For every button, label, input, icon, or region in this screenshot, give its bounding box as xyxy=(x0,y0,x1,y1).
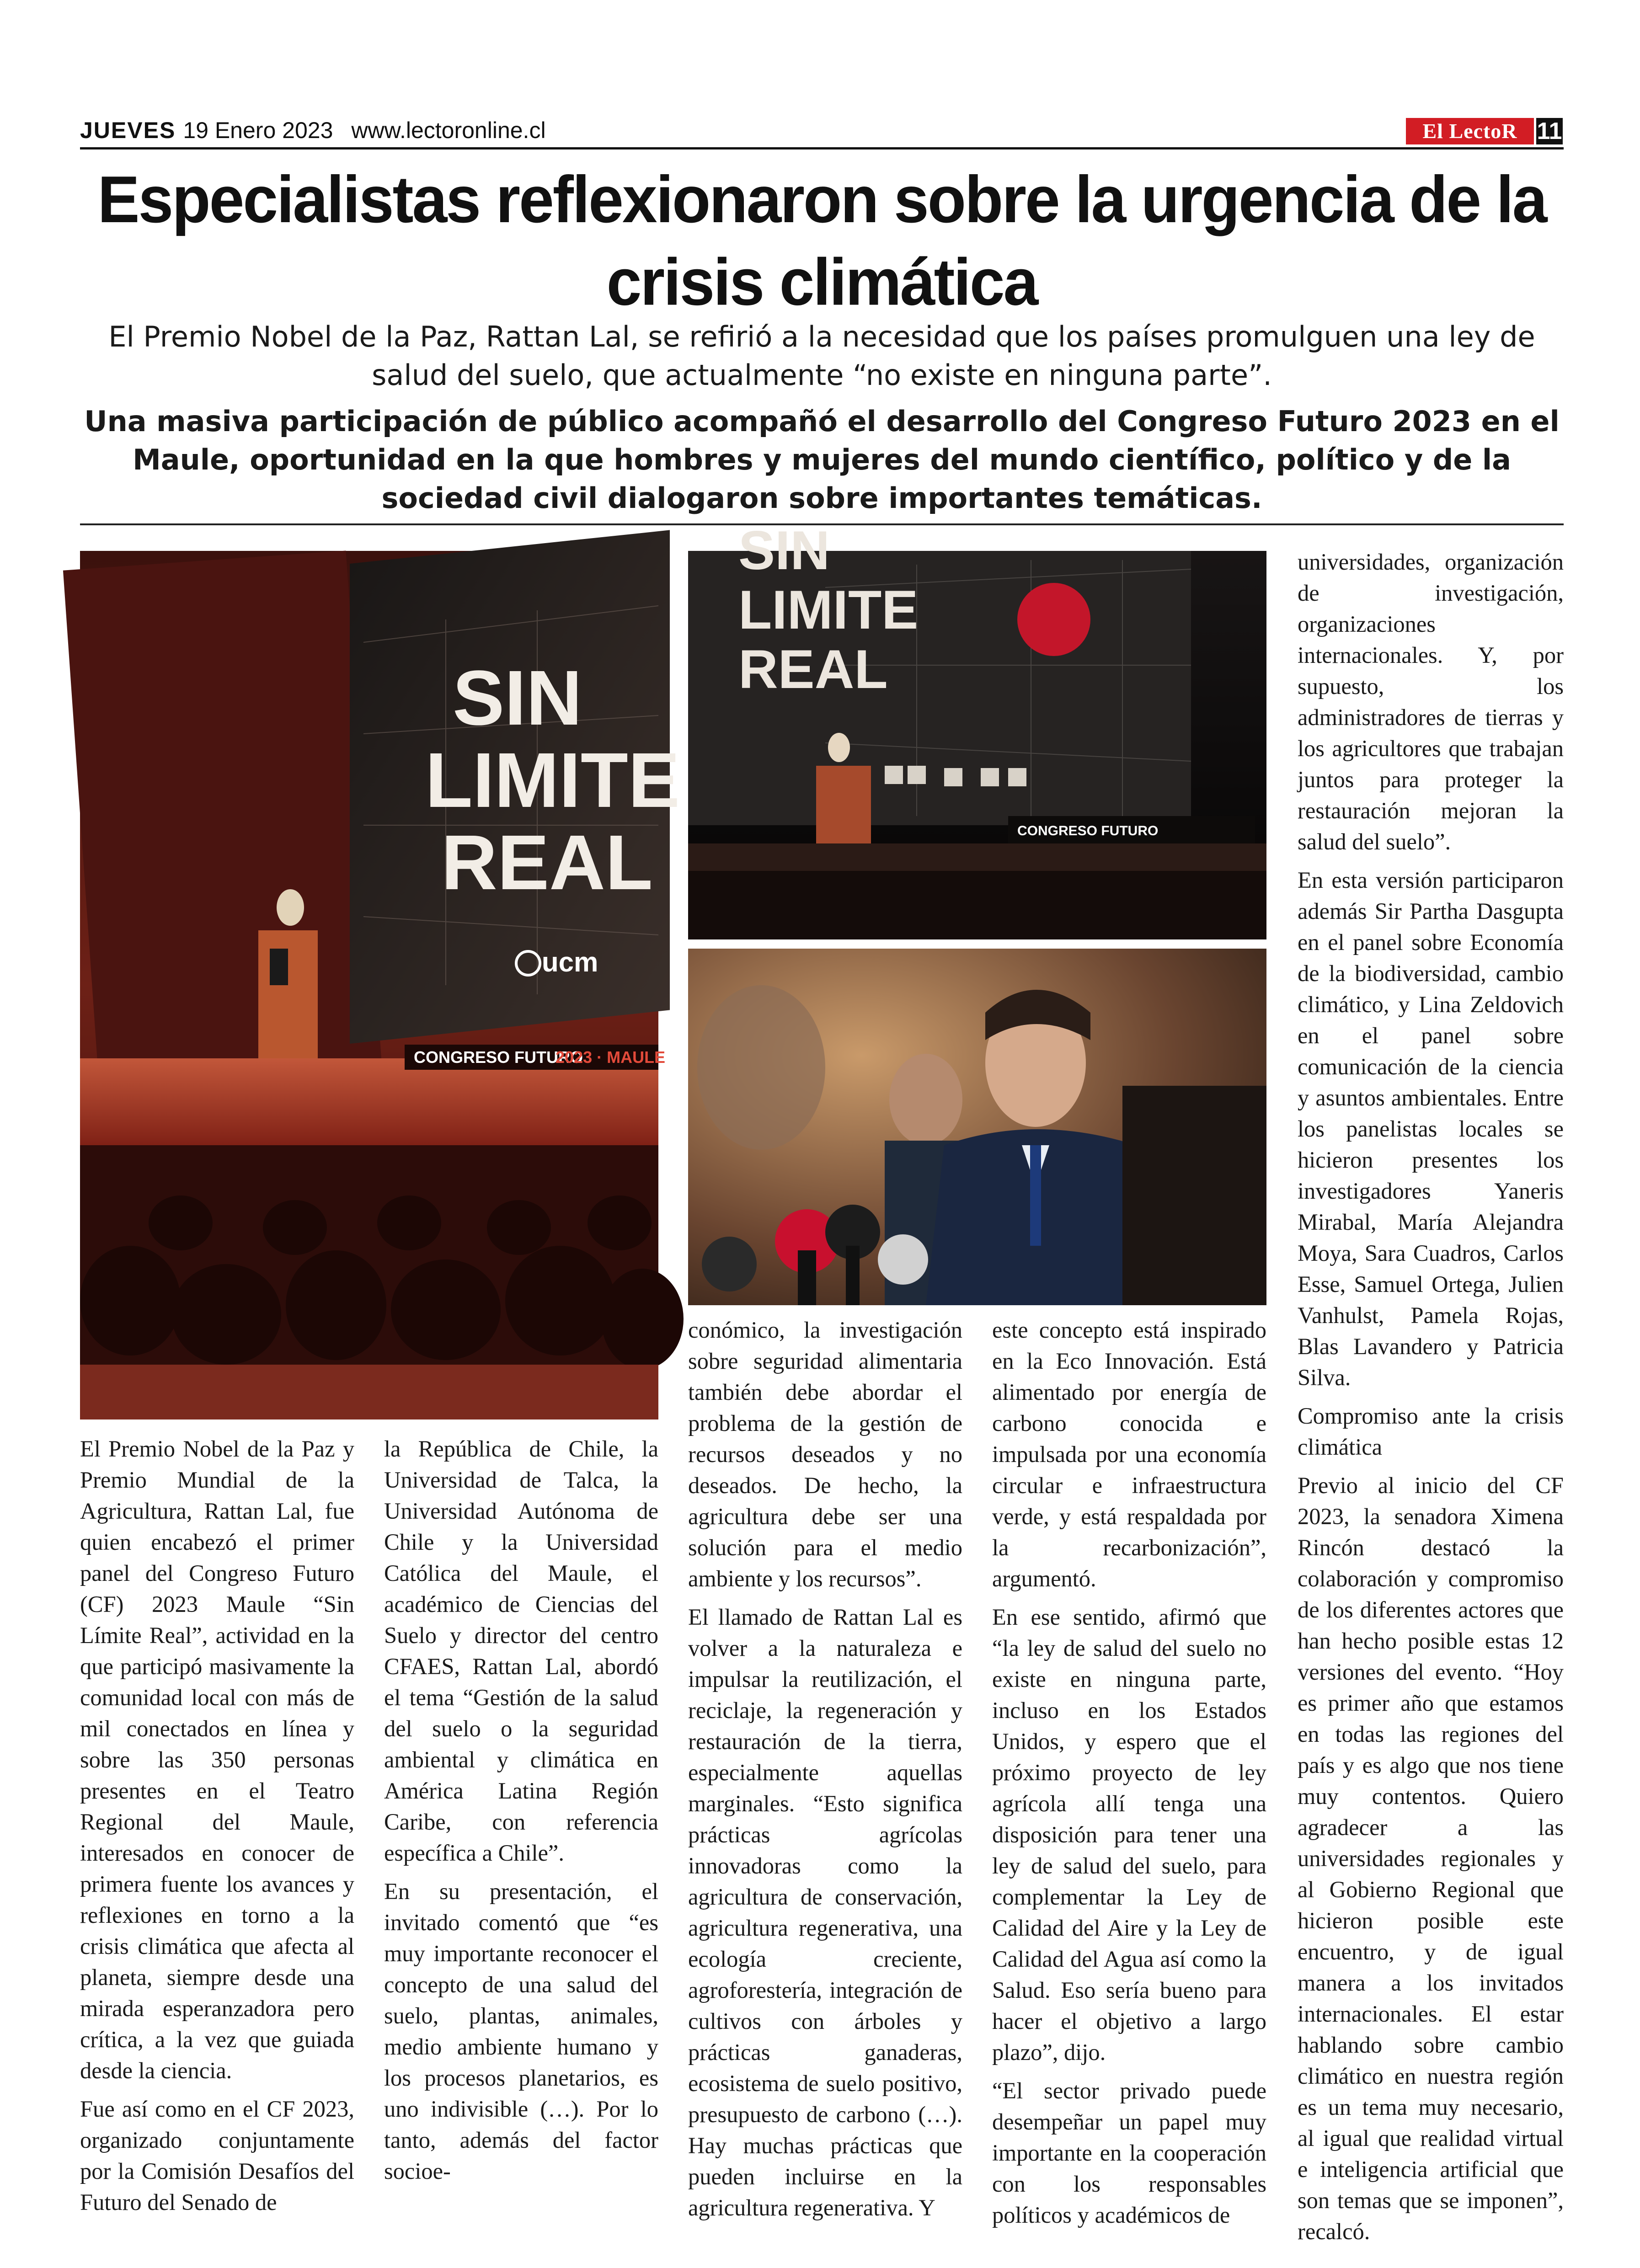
column-5-paragraph-2: En esta versión participaron además Sir Partha Dasgupta en el panel sobre Economía de la biodiversidad, cambio climático, y Lina Zeldovich en el panel sobre comunicación de la ciencia y asuntos ambientales. Entre los panelistas locales se hicieron presentes los investigadores Yaneris Mirabal, María Alejandra Moya, Sara Cuadros, Carlos Esse, Samuel Ortega, Julien Vanhulst, Pamela Rojas, Blas Lavandero y Patricia Silva. xyxy=(1298,867,1564,1390)
photo-1-screen-logo: ucm xyxy=(542,947,598,977)
photo-1-banner-right: 2023 · MAULE xyxy=(556,1048,666,1067)
photo-2-banner: CONGRESO FUTURO xyxy=(1017,823,1159,838)
section-subheading: Compromiso ante la crisis climática xyxy=(1298,1403,1564,1460)
photo-wide-stage xyxy=(688,520,1266,939)
column-2-paragraph-1: la República de Chile, la Universidad de Talca, la Universidad Autónoma de Chile y la Universidad Católica del Maule, el académico de Ciencias del Suelo y director del centro CFAES, Rattan Lal, abordó el tema “Gestión de la salud del suelo o la seguridad ambiental y climática en América Latina Región Caribe, con referencia específica a Chile”. xyxy=(384,1436,658,1866)
column-3-paragraph-1: conómico, la investigación sobre seguridad alimentaria también debe abordar el problema de la gestión de recursos deseados y no deseados. De hecho, la agricultura debe ser una solución para el medio ambiente y los recursos”. xyxy=(688,1317,962,1591)
header-day: JUEVES xyxy=(80,117,176,143)
article-column-3 xyxy=(688,1314,962,2231)
photo-1-screen-text-1: SIN xyxy=(453,655,582,742)
photo-2-screen-text-1: SIN xyxy=(738,520,830,581)
article-column-4 xyxy=(992,1314,1266,2238)
article-column-1 xyxy=(80,1433,354,2225)
header-divider xyxy=(80,147,1564,149)
article-headline: Especialistas reflexionaron sobre la urgencia de la crisis climática xyxy=(97,162,1546,320)
photo-1-banner-left: CONGRESO FUTURO xyxy=(414,1048,583,1067)
column-2-paragraph-2: En su presentación, el invitado comentó que “es muy importante reconocer el concepto de una salud del suelo, plantas, animales, medio ambiente humano y los procesos planetarios, es uno indivisible (…). Por lo tanto, además del factor socioe- xyxy=(384,1878,658,2184)
newspaper-logo: El LectoR xyxy=(1406,118,1534,144)
article-deck-1: El Premio Nobel de la Paz, Rattan Lal, se refirió a la necesidad que los países promulguen una ley de salud del suelo, que actualmente “no existe en ninguna parte”. xyxy=(108,320,1535,392)
page-header xyxy=(80,114,1564,146)
article-column-2 xyxy=(384,1433,658,2194)
column-3-paragraph-2: El llamado de Rattan Lal es volver a la naturaleza e impulsar la reutilización, el reciclaje, la regeneración y restauración de la tierra, especialmente aquellas marginales. “Esto significa prácticas agrícolas innovadoras como la agricultura de conservación, agricultura regenerativa, una ecología creciente, agroforestería, integración de cultivos con árboles y prácticas ganaderas, ecosistema de suelo positivo, presupuesto de carbono (…). Hay muchas prácticas que pueden incluirse en la agricultura regenerativa. Y xyxy=(688,1604,962,2220)
column-4-paragraph-3: “El sector privado puede desempeñar un papel muy importante en la cooperación con los responsables políticos y académicos de xyxy=(992,2078,1266,2228)
photo-press-interview xyxy=(688,949,1266,1305)
photo-stage-speaker xyxy=(80,551,680,1420)
header-website: www.lectoronline.cl xyxy=(351,117,546,143)
photo-2-screen-text-3: REAL xyxy=(738,639,888,700)
article-deck-2: Una masiva participación de público acompañó el desarrollo del Congreso Futuro 2023 en el Maule, oportunidad en la que hombres y mujeres del mundo científico, político y de la sociedad civil dialogaron sobre importantes temáticas. xyxy=(84,405,1560,515)
column-5-paragraph-1: universidades, organización de investigación, organizaciones internacionales. Y, por supuesto, los administradores de tierras y los agricultores que trabajan juntos para proteger la restauración mejoran la salud del suelo”. xyxy=(1298,549,1564,854)
photo-1-screen-text-3: REAL xyxy=(441,819,653,906)
article-column-5 xyxy=(1298,546,1564,2254)
header-date: 19 Enero 2023 xyxy=(183,117,333,143)
photo-2-screen-text-2: LIMITE xyxy=(738,579,919,640)
column-1-paragraph-2: Fue así como en el CF 2023, organizado conjuntamente por la Comisión Desafíos del Futuro del Senado de xyxy=(80,2096,354,2215)
column-4-paragraph-1: este concepto está inspirado en la Eco Innovación. Está alimentado por energía de carbono conocida e impulsada por una economía circular e infraestructura verde, y está respaldada por la recarbonización”, argumentó. xyxy=(992,1317,1266,1591)
column-1-paragraph-1: El Premio Nobel de la Paz y Premio Mundial de la Agricultura, Rattan Lal, fue quien encabezó el primer panel del Congreso Futuro (CF) 2023 Maule “Sin Límite Real”, actividad en la que participó masivamente la comunidad local con más de mil conectados en línea y sobre las 350 personas presentes en el Teatro Regional del Maule, interesados en conocer de primera fuente los avances y reflexiones en torno a la crisis climática que afecta al planeta, siempre desde una mirada esperanzadora pero crítica, a la vez que guiada desde la ciencia. xyxy=(80,1436,354,2083)
photo-1-screen-text-2: LIMITE xyxy=(425,737,680,824)
column-5-paragraph-3: Previo al inicio del CF 2023, la senadora Ximena Rincón destacó la colaboración y compromiso de los diferentes actores que han hecho posible estas 12 versiones del evento. “Hoy es primer año que estamos en todas las regiones del país y es algo que nos tiene muy contentos. Quiero agradecer a las universidades regionales y al Gobierno Regional que hicieron posible este encuentro, y de igual manera a los invitados internacionales. El estar hablando sobre cambio climático en nuestra región es un tema muy necesario, al igual que realidad virtual e inteligencia artificial que son temas que se imponen”, recalcó. xyxy=(1298,1473,1564,2244)
page-number: 11 xyxy=(1537,118,1562,144)
column-4-paragraph-2: En ese sentido, afirmó que “la ley de salud del suelo no existe en ninguna parte, incluso en los Estados Unidos, y espero que el próximo proyecto de ley agrícola allí tenga una disposición para tener una ley de salud del suelo, para complementar la Ley de Calidad del Aire y la Ley de Calidad del Agua así como la Salud. Eso sería bueno para hacer el objetivo a largo plazo”, dijo. xyxy=(992,1604,1266,2065)
